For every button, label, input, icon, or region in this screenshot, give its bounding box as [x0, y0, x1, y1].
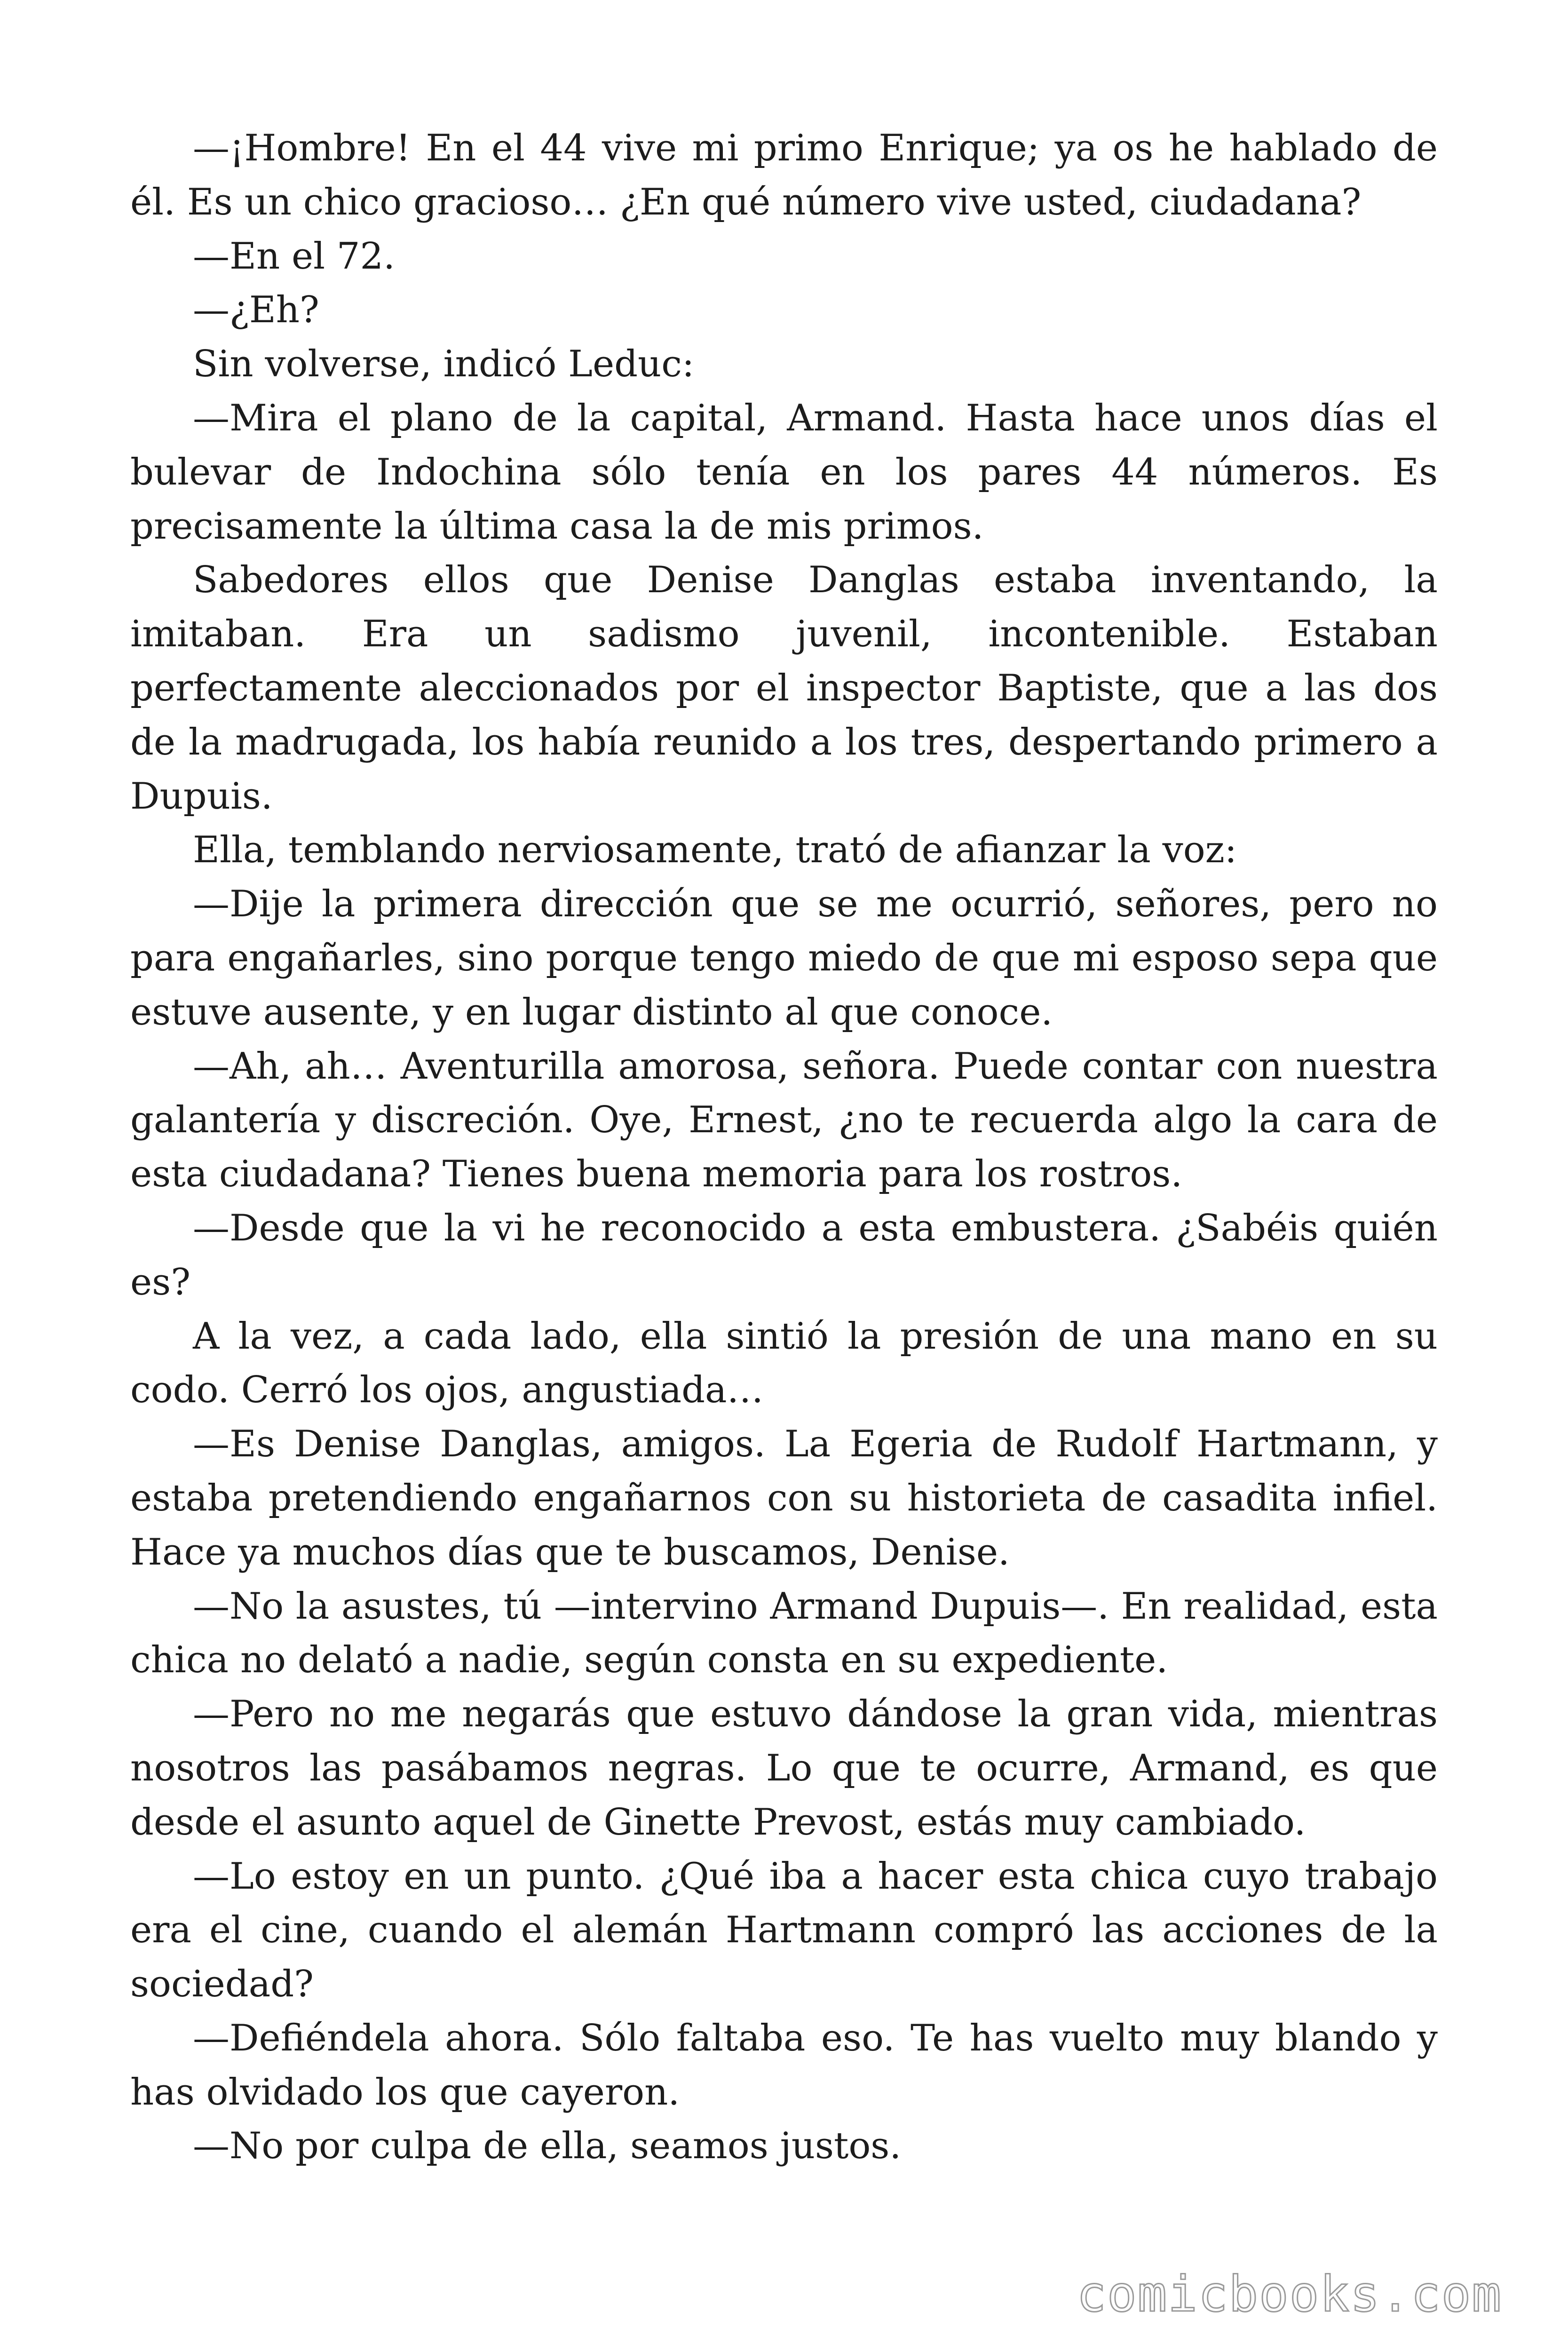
paragraph: —En el 72. [193, 235, 395, 278]
paragraph: —Dije la primera dirección que se me ocurrió, señores, pero no para engañarles, sino porque tengo miedo de que mi esposo sepa que estuve ausente, y en lugar distinto al que conoce. [130, 883, 1438, 1033]
paragraph: —No la asustes, tú —intervino Armand Dupuis—. En realidad, esta chica no delató a nadie, según consta en su expediente. [130, 1585, 1438, 1682]
paragraph: —No por culpa de ella, seamos justos. [193, 2125, 902, 2168]
paragraph: A la vez, a cada lado, ella sintió la presión de una mano en su codo. Cerró los ojos, angustiada… [130, 1315, 1438, 1412]
paragraph: Sabedores ellos que Denise Danglas estaba inventando, la imitaban. Era un sadismo juvenil, incontenible. Estaban perfectamente aleccionados por el inspector Baptiste, que a las dos de la madrugada, los había reunido a los tres, despertando primero a Dupuis. [130, 559, 1438, 818]
paragraph: Ella, temblando nerviosamente, trató de afianzar la voz: [193, 829, 1237, 872]
paragraph: —Ah, ah… Aventurilla amorosa, señora. Puede contar con nuestra galantería y discreción. Oye, Ernest, ¿no te recuerda algo la cara de esta ciudadana? Tienes buena memoria para los rostros. [130, 1045, 1438, 1196]
paragraph: —Defiéndela ahora. Sólo faltaba eso. Te has vuelto muy blando y has olvidado los que cayeron. [130, 2017, 1438, 2114]
paragraph: —Mira el plano de la capital, Armand. Hasta hace unos días el bulevar de Indochina sólo tenía en los pares 44 números. Es precisamente la última casa la de mis primos. [130, 397, 1438, 548]
paragraph: Sin volverse, indicó Leduc: [193, 343, 695, 386]
paragraph: —Pero no me negarás que estuvo dándose la gran vida, mientras nosotros las pasábamos negras. Lo que te ocurre, Armand, es que desde el asunto aquel de Ginette Prevost, estás muy cambiado. [130, 1693, 1438, 1843]
watermark: comicbooks.com [1077, 2265, 1502, 2323]
paragraph: —Es Denise Danglas, amigos. La Egeria de Rudolf Hartmann, y estaba pretendiendo engañarnos con su historieta de casadita infiel. Hace ya muchos días que te buscamos, Denise. [130, 1423, 1438, 1573]
paragraph: —Desde que la vi he reconocido a esta embustera. ¿Sabéis quién es? [130, 1207, 1438, 1303]
body-text [130, 121, 1438, 2173]
paragraph: —¿Eh? [193, 289, 319, 332]
paragraph: —Lo estoy en un punto. ¿Qué iba a hacer esta chica cuyo trabajo era el cine, cuando el alemán Hartmann compró las acciones de la sociedad? [130, 1855, 1438, 2006]
paragraph: —¡Hombre! En el 44 vive mi primo Enrique; ya os he hablado de él. Es un chico gracioso… ¿En qué número vive usted, ciudadana? [130, 127, 1438, 223]
